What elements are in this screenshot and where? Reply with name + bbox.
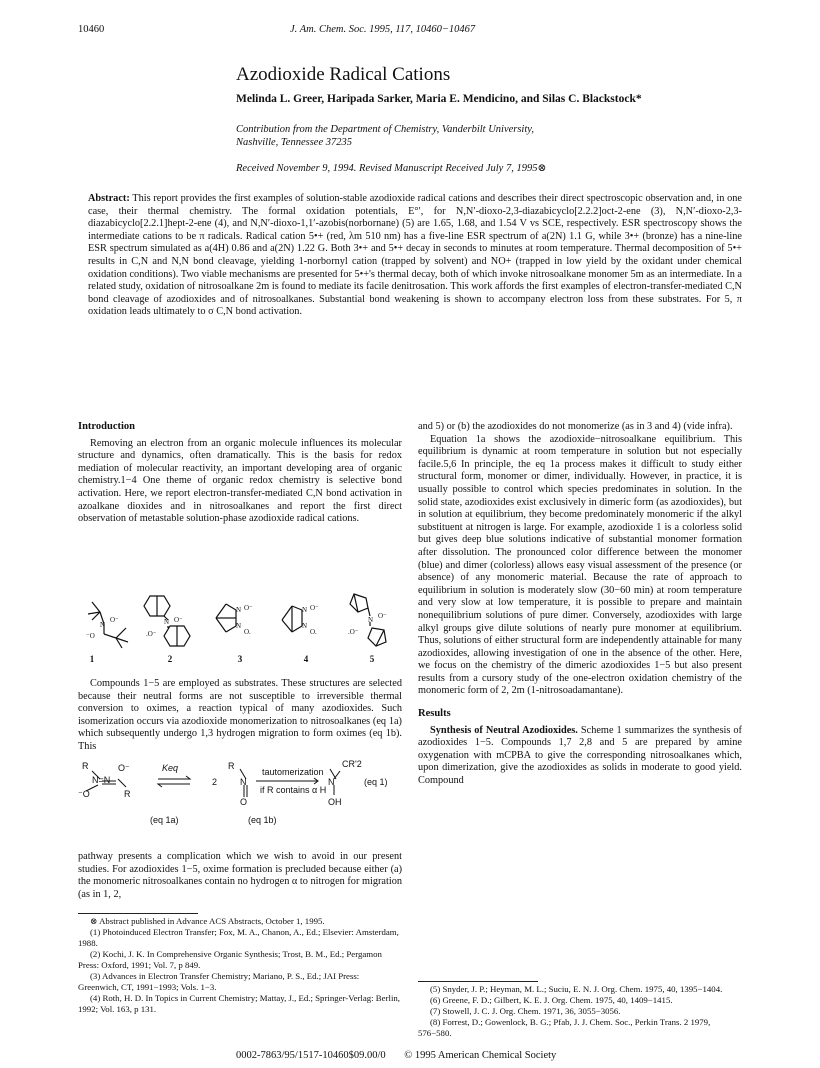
eq-tautomerization: tautomerization (262, 767, 324, 777)
running-header (78, 24, 742, 40)
svg-text:.O⁻: .O⁻ (146, 630, 157, 638)
article-title: Azodioxide Radical Cations (236, 64, 451, 85)
structure-label-3: 3 (237, 654, 243, 664)
left-column-bottom (78, 851, 402, 901)
footnote: (1) Photoinduced Electron Transfer; Fox, M. A., Chanon, A., Ed.; Elsevier: Amsterdam, 1988. (78, 927, 399, 948)
footnote: (5) Snyder, J. P.; Heyman, M. L.; Suciu, E. N. J. Org. Chem. 1975, 40, 1395−1404. (430, 984, 723, 994)
svg-text:N: N (302, 606, 308, 614)
eq-o-label-2: ⁻O (78, 789, 90, 799)
equation-1 (78, 757, 402, 837)
structure-label-5: 5 (369, 654, 375, 664)
right-paragraph-3: Scheme 1 summarizes the synthesis of azodioxides 1−5. Compounds 1,7 2,8 and 5 are prepared by amine oxygenation with mCPBA to give the corresponding nitrosoalkanes which, upon dimerization, give the azodioxides as solids in moderate to good yield. Compound (418, 724, 742, 787)
right-paragraph-1: and 5) or (b) the azodioxides do not monomerize (as in 3 and 4) (vide infra). (418, 421, 733, 432)
footnotes-left (78, 913, 402, 1015)
eq-coefficient: 2 (212, 777, 218, 787)
svg-text:O⁻: O⁻ (110, 616, 119, 624)
results-heading: Results (418, 708, 451, 720)
footnote: (6) Greene, F. D.; Gilbert, K. E. J. Org. Chem. 1975, 40, 1409−1415. (430, 995, 673, 1005)
svg-text:O⁻: O⁻ (310, 604, 319, 612)
svg-text:N: N (368, 616, 374, 624)
affiliation-line-1: Contribution from the Department of Chemistry, Vanderbilt University, (236, 124, 534, 135)
footnote: (4) Roth, H. D. In Topics in Current Chemistry; Mattay, J., Ed.; Springer-Verlag: Berlin, 1992; Vol. 163, p 131. (78, 993, 400, 1014)
eq-r-label-3: R (228, 761, 235, 771)
article-code: 0002-7863/95/1517-10460$09.00/0 (236, 1050, 386, 1061)
structure-3-drawing (210, 592, 270, 650)
eq-n-label-2: N (240, 777, 247, 787)
svg-text:.O⁻: .O⁻ (348, 628, 359, 636)
eq-condition: if R contains α H (260, 785, 327, 795)
eq-o-label-1: O⁻ (118, 763, 130, 773)
page-footer (236, 1050, 796, 1061)
svg-text:N: N (164, 618, 170, 626)
affiliation (236, 123, 656, 149)
eq-r-label-1: R (82, 761, 89, 771)
svg-text:O.: O. (244, 628, 251, 636)
footnote: (3) Advances in Electron Transfer Chemistry; Mariano, P. S., Ed.; JAI Press: Greenwich, CT, 1991−1993; Vols. 1−3. (78, 971, 360, 992)
structure-label-2: 2 (167, 654, 173, 664)
structure-2-drawing (140, 592, 200, 650)
introduction-heading: Introduction (78, 421, 135, 432)
footnote: (8) Forrest, D.; Gowenlock, B. G.; Pfab, J. J. Chem. Soc., Perkin Trans. 2 1979, 576−580. (418, 1017, 711, 1038)
intro-paragraph-3: pathway presents a complication which we wish to avoid in our present studies. For azodioxides 1−5, oxime formation is precluded because either (a) the monomeric nitrosoalkanes contain no hydrogen α to nitrogen for migration (as in 1, 2, (78, 851, 402, 900)
svg-text:O⁻: O⁻ (244, 604, 253, 612)
eq-r-label-2: R (124, 789, 131, 799)
affiliation-line-2: Nashville, Tennessee 37235 (236, 137, 352, 148)
footnotes-right (418, 981, 742, 1039)
page-number: 10460 (78, 24, 105, 35)
footnote: (2) Kochi, J. K. In Comprehensive Organic Synthesis; Trost, B. M., Ed.; Pergamon Press: Oxford, 1991; Vol. 7, p 849. (78, 949, 382, 970)
eq-label: (eq 1) (364, 777, 388, 787)
eq-n-label-1: N=N (92, 775, 111, 785)
abstract-text: This report provides the first examples of solution-stable azodioxide radical cations and describes their direct spectroscopic observation and, in one case, their thermal chemistry. The formal oxidation potentials, E°′, for N,N′-dioxo-2,3-diazabicyclo[2.2.2]oct-2-ene (3), N,N′-dioxo-2,3-diazabicyclo[2.2.1]hept-2-ene (4), and N,N′-dioxo-1,1′-azobis(norbornane) (5) are 1.65, 1.68, and 1.54 V vs SCE, respectively. ESR spectroscopy shows the intermediate cations to be π radicals. Radical cation 5•+ (red, λm 510 nm) has a five-line ESR spectrum of a(2N) 1.1 G, while 3•+ (bronze) has a nine-line ESR spectrum simulated as a(4H) 0.86 and a(2N) 1.22 G. Both 3•+ and 5•+ decay in seconds to minutes at room temperature. Thermal decomposition of 5•+ results in C,N and N,N bond cleavage, yielding 1-norbornyl cation (trapped by solvent) and NO+ (trapped in low yield by the oxidant under chemical oxidation conditions). Two viable mechanisms are presented for 5•+'s thermal decay, both of which invoke nitrosoalkane monomer 5m as an intermediate. In a related study, oxidation of nitrosoalkane 2m is found to mediate its facile denitrosation. This work affords the first examples of electron-transfer-mediated C,N bond cleavage of azodioxides and of nitrosoalkanes. Substantial bond weakening is shown to accompany electron loss from these substrates. For 5, π oxidation leads ultimately to σ C,N bond activation. (88, 193, 742, 318)
footnote-rule-right (418, 981, 538, 982)
eq-sub-a: (eq 1a) (150, 815, 179, 825)
structure-5-drawing (340, 592, 400, 650)
svg-text:O⁻: O⁻ (378, 612, 387, 620)
abstract-label: Abstract: (88, 193, 130, 204)
structures-row (78, 592, 402, 664)
svg-text:N: N (236, 606, 242, 614)
copyright: © 1995 American Chemical Society (404, 1050, 557, 1061)
svg-text:N: N (100, 621, 106, 629)
structure-1-drawing (78, 592, 138, 650)
abstract (78, 193, 742, 319)
eq-n-label-3: N (328, 777, 335, 787)
svg-text:O.: O. (310, 628, 317, 636)
structure-label-1: 1 (89, 654, 95, 664)
eq-cr2: CR'2 (342, 759, 362, 769)
intro-paragraph-2: Compounds 1−5 are employed as substrates. These structures are selected because their neutral forms are not susceptible to irreversible thermal conversion to oximes, a reaction typical of many azodioxides. Such isomerization occurs via azodioxide monomerization to nitrosoalkanes (eq 1a) which subsequently undergo 1,3 hydrogen migration to form oximes (eq 1b). This (78, 678, 402, 752)
synthesis-subheading: Synthesis of Neutral Azodioxides. (430, 724, 578, 736)
left-column-mid (78, 678, 402, 754)
eq-oh-label: OH (328, 797, 342, 807)
structure-label-4: 4 (303, 654, 309, 664)
received-dates: Received November 9, 1994. Revised Manuscript Received July 7, 1995⊗ (236, 163, 547, 174)
author-list: Melinda L. Greer, Haripada Sarker, Maria E. Mendicino, and Silas C. Blackstock* (236, 93, 642, 105)
eq-keq: Keq (162, 763, 179, 773)
footnote: ⊗ Abstract published in Advance ACS Abstracts, October 1, 1995. (90, 916, 325, 926)
footnote-rule (78, 913, 198, 914)
svg-text:⁻O: ⁻O (86, 632, 95, 640)
footnote: (7) Stowell, J. C. J. Org. Chem. 1971, 36, 3055−3056. (430, 1006, 621, 1016)
svg-text:N: N (302, 622, 308, 630)
journal-reference: J. Am. Chem. Soc. 1995, 117, 10460−10467 (290, 24, 476, 35)
structure-4-drawing (276, 592, 336, 650)
intro-paragraph-1: Removing an electron from an organic molecule influences its molecular structure and dynamics, often dramatically. This is the basis for redox mediation of molecular reactivity, an important developing area of organic chemistry.1−4 One theme of organic redox chemistry is selective bond activation. Here, we report electron-transfer-mediated C,N bond activation in azoalkane dioxides and in nitrosoalkanes and report the first direct observation of metastable solution-phase azodioxide radical cations. (78, 437, 402, 525)
svg-text:N: N (236, 622, 242, 630)
right-paragraph-2: Equation 1a shows the azodioxide−nitrosoalkane equilibrium. This equilibrium is dynamic at room temperature in solution but not especially facile.5,6 In principle, the eq 1a process makes it difficult to study either structural form, monomer or dimer, individually. However, in practice, it is usually possible to control which species predominates in solution. In the solid state, azodioxides exist exclusively in dimeric form (as azodioxides), but in solution at equilibrium, they become predominately monomeric if the alkyl substituent at nitrogen is large. For example, azodioxide 1 is a colorless solid but gives deep blue solutions indicative of substantial monomer formation after dissolution. The pronounced color difference between the monomer (blue) and dimer (colorless) allows easy visual assessment of the presence (or absence) of any monomeric material. Because the rate of approach to equilibrium in solution is moderately slow (30−60 min) at room temperature and very slow at low temperature, it is possible to prepare and maintain nonequilibrium solutions of pure dimer. Conversely, azodioxides with large alkyl groups give dilute solutions of nearly pure monomer at equilibrium. Thus, solutions of either structural form are independently attainable for many azodioxides, allowing investigation of one in the absence of the other. Here, we focus on the chemistry of the dimeric azodioxides 1−5 but also present results from a cursory study of the one-electron oxidation chemistry of the monomeric form of 2, 2m (1-nitrosoadamantane). (418, 433, 742, 697)
right-column (418, 421, 742, 788)
left-column (78, 421, 402, 526)
svg-text:O⁻: O⁻ (174, 616, 183, 624)
eq-o-label-3: O (240, 797, 248, 807)
eq-sub-b: (eq 1b) (248, 815, 277, 825)
